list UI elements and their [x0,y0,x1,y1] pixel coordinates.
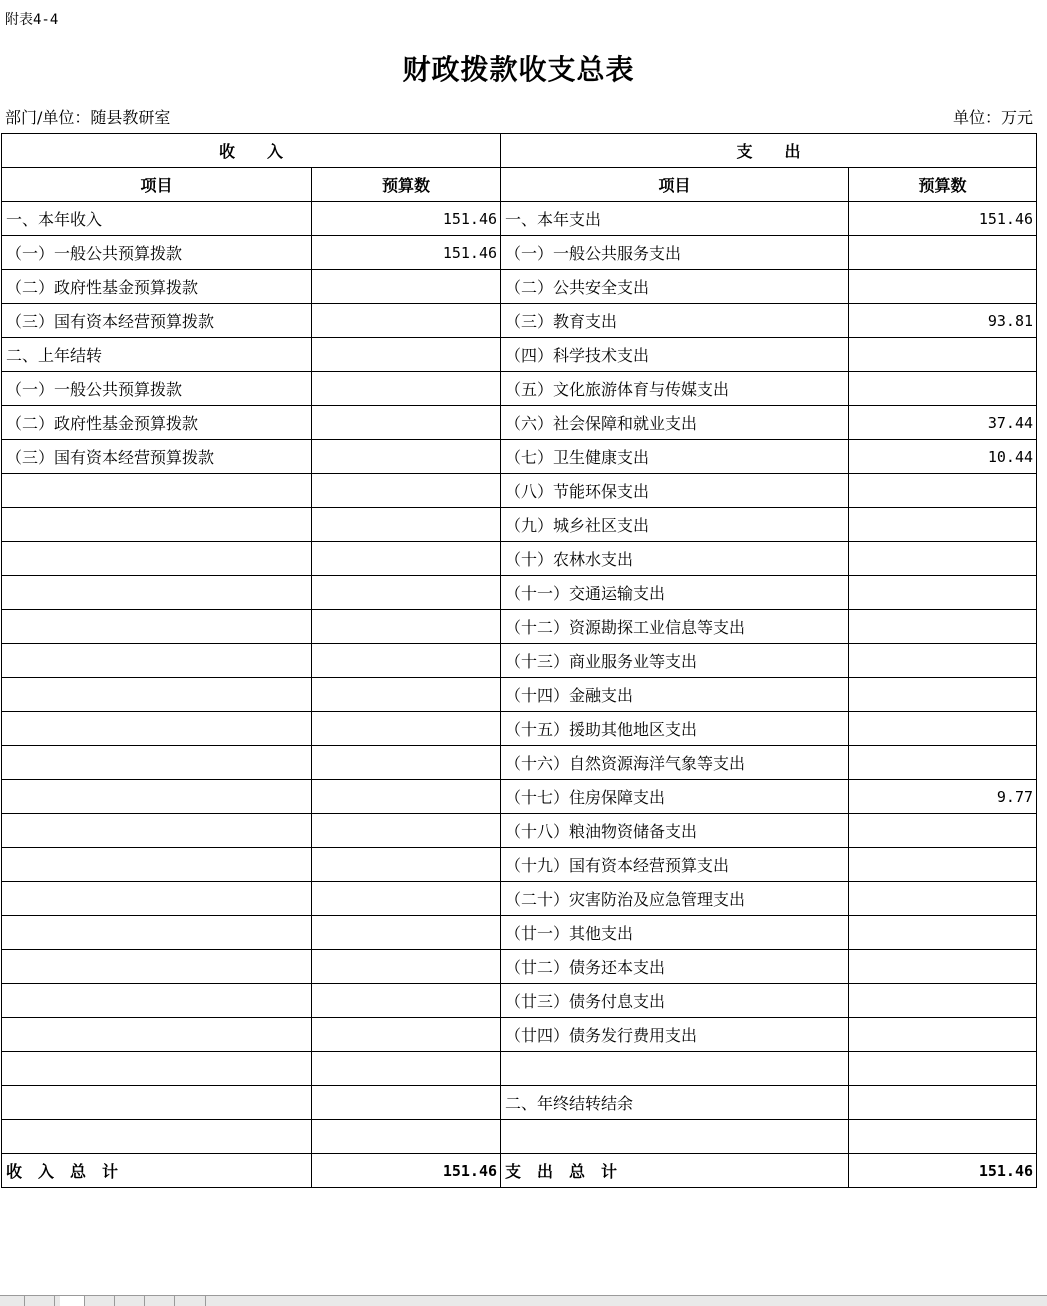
income-budget-cell[interactable] [312,950,501,984]
income-item-cell[interactable] [2,542,312,576]
income-budget-cell[interactable] [312,270,501,304]
income-budget-cell[interactable] [312,780,501,814]
expense-item-cell[interactable]: （十二）资源勘探工业信息等支出 [501,610,849,644]
table-row [2,474,1037,508]
section-header-row [2,134,1037,168]
table-row [2,984,1037,1018]
income-item-cell[interactable] [2,712,312,746]
expense-budget-cell[interactable] [849,576,1037,610]
expense-budget-cell[interactable] [849,848,1037,882]
expense-item-cell[interactable]: （十八）粮油物资储备支出 [501,814,849,848]
expense-item-cell[interactable]: （十六）自然资源海洋气象等支出 [501,746,849,780]
income-budget-cell[interactable] [312,1120,501,1154]
income-item-cell[interactable] [2,474,312,508]
income-budget-cell[interactable] [312,1052,501,1086]
expense-budget-header[interactable]: 预算数 [849,168,1037,202]
expense-budget-cell[interactable]: 10.44 [849,440,1037,474]
income-item-cell[interactable] [2,1018,312,1052]
total-row [2,1154,1037,1188]
income-item-cell[interactable] [2,1120,312,1154]
expense-budget-cell[interactable] [849,474,1037,508]
income-item-cell[interactable]: （一）一般公共预算拨款 [2,236,312,270]
table-row [2,542,1037,576]
expense-item-cell[interactable]: （廿四）债务发行费用支出 [501,1018,849,1052]
table-row [2,814,1037,848]
table-row [2,270,1037,304]
table-row [2,644,1037,678]
income-item-cell[interactable] [2,814,312,848]
expense-item-cell[interactable]: （十九）国有资本经营预算支出 [501,848,849,882]
income-budget-cell[interactable] [312,542,501,576]
expense-item-cell[interactable]: （二十）灾害防治及应急管理支出 [501,882,849,916]
income-budget-cell[interactable] [312,440,501,474]
income-budget-cell[interactable] [312,304,501,338]
income-budget-cell[interactable] [312,916,501,950]
expense-item-cell[interactable]: （廿三）债务付息支出 [501,984,849,1018]
income-budget-cell[interactable] [312,644,501,678]
income-budget-cell[interactable] [312,848,501,882]
budget-table [1,133,1037,1188]
expense-budget-cell[interactable] [849,916,1037,950]
income-budget-cell[interactable] [312,1018,501,1052]
expense-budget-cell[interactable] [849,1018,1037,1052]
income-item-header[interactable]: 项目 [2,168,312,202]
income-budget-cell[interactable] [312,372,501,406]
table-row [2,882,1037,916]
income-item-cell[interactable] [2,916,312,950]
unit-label: 单位：万元 [952,108,1033,127]
expense-budget-cell[interactable] [849,1120,1037,1154]
sheet-tab-bar [0,1295,1047,1306]
expense-budget-cell[interactable] [849,508,1037,542]
table-row [2,678,1037,712]
income-budget-cell[interactable]: 151.46 [312,236,501,270]
income-budget-cell[interactable] [312,576,501,610]
income-item-cell[interactable] [2,678,312,712]
expense-item-cell[interactable]: 一、本年支出 [501,202,849,236]
table-row [2,1052,1037,1086]
income-item-cell[interactable]: 二、上年结转 [2,338,312,372]
income-budget-cell[interactable] [312,508,501,542]
income-budget-cell[interactable]: 151.46 [312,202,501,236]
income-item-cell[interactable]: （三）国有资本经营预算拨款 [2,440,312,474]
table-row [2,746,1037,780]
income-budget-cell[interactable] [312,474,501,508]
income-item-cell[interactable] [2,1086,312,1120]
expense-item-cell[interactable]: （廿二）债务还本支出 [501,950,849,984]
income-item-cell[interactable] [2,610,312,644]
income-item-cell[interactable] [2,644,312,678]
income-item-cell[interactable] [2,508,312,542]
table-row [2,338,1037,372]
income-budget-cell[interactable] [312,814,501,848]
expense-item-cell[interactable]: （十）农林水支出 [501,542,849,576]
table-row [2,440,1037,474]
expense-item-cell[interactable]: （十五）援助其他地区支出 [501,712,849,746]
department-label: 部门/单位：随县教研室 [5,108,171,127]
expense-item-cell[interactable]: （十四）金融支出 [501,678,849,712]
expense-item-cell[interactable]: （十三）商业服务业等支出 [501,644,849,678]
table-row [2,236,1037,270]
table-row [2,372,1037,406]
table-row [2,1018,1037,1052]
income-item-cell[interactable] [2,848,312,882]
expense-budget-cell[interactable] [849,712,1037,746]
income-item-cell[interactable] [2,576,312,610]
table-row [2,202,1037,236]
income-item-cell[interactable] [2,1052,312,1086]
income-budget-cell[interactable] [312,610,501,644]
income-item-cell[interactable] [2,882,312,916]
expense-item-cell[interactable]: （一）一般公共服务支出 [501,236,849,270]
expense-budget-cell[interactable] [849,984,1037,1018]
expense-budget-cell[interactable]: 37.44 [849,406,1037,440]
table-row [2,780,1037,814]
expense-item-cell[interactable]: （八）节能环保支出 [501,474,849,508]
expense-total-value[interactable]: 151.46 [849,1154,1037,1188]
income-item-cell[interactable]: （二）政府性基金预算拨款 [2,270,312,304]
table-row [2,576,1037,610]
income-budget-cell[interactable] [312,984,501,1018]
expense-item-cell[interactable]: （六）社会保障和就业支出 [501,406,849,440]
expense-section-header[interactable]: 支 出 [501,134,1037,168]
expense-item-cell[interactable] [501,1120,849,1154]
table-row [2,712,1037,746]
income-item-cell[interactable]: （三）国有资本经营预算拨款 [2,304,312,338]
table-row [2,1086,1037,1120]
table-row [2,508,1037,542]
income-budget-cell[interactable] [312,406,501,440]
expense-budget-cell[interactable] [849,678,1037,712]
income-budget-cell[interactable] [312,712,501,746]
annex-label: 附表4-4 [5,12,59,28]
income-budget-cell[interactable] [312,678,501,712]
expense-budget-cell[interactable]: 93.81 [849,304,1037,338]
income-total-value[interactable]: 151.46 [312,1154,501,1188]
table-row [2,304,1037,338]
expense-budget-cell[interactable] [849,542,1037,576]
expense-budget-cell[interactable] [849,882,1037,916]
expense-item-cell[interactable]: （七）卫生健康支出 [501,440,849,474]
income-budget-cell[interactable] [312,746,501,780]
income-section-header[interactable]: 收 入 [2,134,501,168]
income-budget-header[interactable]: 预算数 [312,168,501,202]
page-title: 财政拨款收支总表 [402,53,635,86]
income-item-cell[interactable] [2,746,312,780]
income-item-cell[interactable]: （一）一般公共预算拨款 [2,372,312,406]
expense-item-cell[interactable]: 二、年终结转结余 [501,1086,849,1120]
income-item-cell[interactable] [2,950,312,984]
table-row [2,406,1037,440]
expense-total-label[interactable]: 支 出 总 计 [501,1154,849,1188]
expense-budget-cell[interactable] [849,1086,1037,1120]
table-row [2,610,1037,644]
expense-budget-cell[interactable] [849,1052,1037,1086]
expense-item-cell[interactable]: （二）公共安全支出 [501,270,849,304]
expense-budget-cell[interactable] [849,610,1037,644]
table-row [2,848,1037,882]
expense-budget-cell[interactable]: 9.77 [849,780,1037,814]
table-row [2,950,1037,984]
expense-item-cell[interactable]: （五）文化旅游体育与传媒支出 [501,372,849,406]
expense-item-cell[interactable]: （四）科学技术支出 [501,338,849,372]
expense-item-cell[interactable]: （三）教育支出 [501,304,849,338]
expense-budget-cell[interactable] [849,814,1037,848]
expense-budget-cell[interactable]: 151.46 [849,202,1037,236]
expense-budget-cell[interactable] [849,950,1037,984]
expense-item-header[interactable]: 项目 [501,168,849,202]
income-budget-cell[interactable] [312,338,501,372]
income-total-label[interactable]: 收 入 总 计 [2,1154,312,1188]
expense-item-cell[interactable]: （九）城乡社区支出 [501,508,849,542]
income-budget-cell[interactable] [312,1086,501,1120]
column-header-row [2,168,1037,202]
table-row [2,916,1037,950]
income-item-cell[interactable] [2,984,312,1018]
expense-budget-cell[interactable] [849,372,1037,406]
expense-budget-cell[interactable] [849,236,1037,270]
expense-item-cell[interactable]: （十一）交通运输支出 [501,576,849,610]
expense-budget-cell[interactable] [849,746,1037,780]
income-item-cell[interactable]: 一、本年收入 [2,202,312,236]
income-item-cell[interactable]: （二）政府性基金预算拨款 [2,406,312,440]
table-row [2,1120,1037,1154]
income-budget-cell[interactable] [312,882,501,916]
expense-budget-cell[interactable] [849,270,1037,304]
expense-item-cell[interactable]: （廿一）其他支出 [501,916,849,950]
income-item-cell[interactable] [2,780,312,814]
expense-item-cell[interactable] [501,1052,849,1086]
expense-item-cell[interactable]: （十七）住房保障支出 [501,780,849,814]
expense-budget-cell[interactable] [849,338,1037,372]
expense-budget-cell[interactable] [849,644,1037,678]
